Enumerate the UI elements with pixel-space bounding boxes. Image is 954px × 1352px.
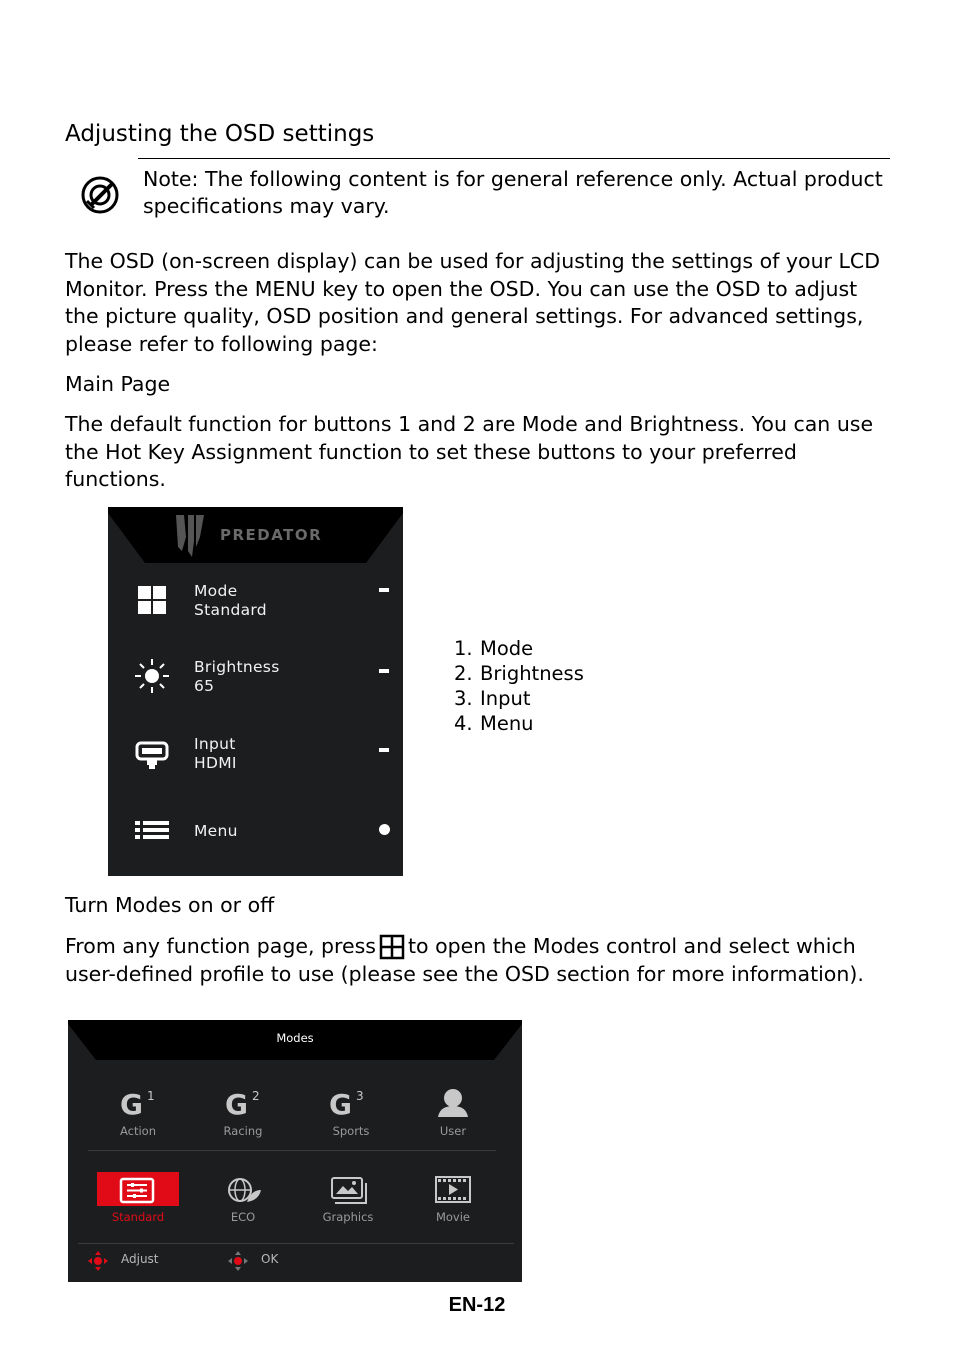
mode-user[interactable] <box>411 1082 495 1142</box>
osd-mode-label: Mode <box>194 582 238 600</box>
g3-icon <box>309 1086 393 1120</box>
osd-brightness-value: 65 <box>194 677 215 695</box>
mode-movie[interactable] <box>411 1168 495 1228</box>
mode-graphics[interactable] <box>306 1168 390 1228</box>
menu-icon <box>132 810 172 850</box>
ok-icon <box>227 1250 249 1272</box>
mode-icon <box>132 580 172 620</box>
osd-menu-dot <box>379 824 390 835</box>
modes-separator <box>88 1150 496 1151</box>
osd-row-menu[interactable] <box>108 800 403 860</box>
list-item: 4. Menu <box>454 712 534 735</box>
svg-text:2: 2 <box>252 1089 260 1103</box>
heading-rule <box>138 158 890 159</box>
note-text: Note: The following content is for general reference only. Actual product specifications may vary. <box>143 167 883 218</box>
mode-eco-label: ECO <box>230 1210 256 1224</box>
brightness-icon <box>132 656 172 696</box>
osd-header <box>108 507 403 563</box>
modes-key-icon <box>379 934 405 960</box>
section-heading: Adjusting the OSD settings <box>65 121 375 147</box>
svg-text:1: 1 <box>147 1089 155 1103</box>
eco-icon <box>201 1172 285 1206</box>
osd-main-menu <box>108 507 403 876</box>
footer-separator <box>78 1243 514 1244</box>
mode-racing[interactable] <box>201 1082 285 1142</box>
user-icon <box>411 1086 495 1120</box>
modes-title: Modes <box>276 1031 314 1045</box>
osd-mode-dash <box>379 588 389 592</box>
osd-mode-value: Standard <box>194 601 267 619</box>
list-item: 1. Mode <box>454 637 534 660</box>
mode-racing-label: Racing <box>223 1124 263 1138</box>
modes-panel <box>68 1020 522 1282</box>
osd-row-mode[interactable] <box>108 570 403 630</box>
list-item: 3. Input <box>454 687 531 710</box>
input-icon <box>132 733 172 773</box>
footer-ok: OK <box>261 1252 279 1266</box>
osd-input-dash <box>379 748 389 752</box>
svg-text:3: 3 <box>356 1089 364 1103</box>
osd-brightness-dash <box>379 669 389 673</box>
g1-icon <box>96 1086 180 1120</box>
svg-text:G: G <box>225 1088 248 1120</box>
mode-sports[interactable] <box>309 1082 393 1142</box>
main-page-paragraph: The default function for buttons 1 and 2 are Mode and Brightness. You can use the Hot Key Assignment function to set these buttons to your preferred functions. <box>65 412 874 491</box>
main-page-heading: Main Page <box>65 372 171 396</box>
mode-user-label: User <box>439 1124 467 1138</box>
osd-brand: PREDATOR <box>220 526 323 544</box>
osd-row-brightness[interactable] <box>108 646 403 706</box>
mode-graphics-label: Graphics <box>322 1210 374 1224</box>
mode-action-label: Action <box>119 1124 157 1138</box>
osd-menu-label: Menu <box>194 822 238 840</box>
modes-paragraph: From any function page, press to open the Modes control and select which user-defined profile to use (please see the OSD section for more information). <box>65 934 864 986</box>
osd-input-label: Input <box>194 735 236 753</box>
mode-action[interactable] <box>96 1082 180 1142</box>
list-item: 2. Brightness <box>454 662 584 685</box>
modes-heading: Turn Modes on or off <box>65 893 275 917</box>
mode-standard-label: Standard <box>111 1210 165 1224</box>
movie-icon <box>411 1172 495 1206</box>
graphics-icon <box>306 1172 390 1206</box>
mode-movie-label: Movie <box>435 1210 471 1224</box>
g2-icon <box>201 1086 285 1120</box>
adjust-icon <box>87 1250 109 1272</box>
note-icon <box>79 174 121 216</box>
mode-standard[interactable] <box>96 1168 180 1228</box>
standard-icon <box>96 1172 180 1206</box>
page-number: EN-12 <box>448 1294 506 1316</box>
intro-paragraph: The OSD (on-screen display) can be used for adjusting the settings of your LCD Monitor. Press the MENU key to open the OSD. You can use the OSD to adjust the picture quality, OSD position and general settings. For advanced settings, please refer to following page: <box>65 249 881 356</box>
osd-brightness-label: Brightness <box>194 658 280 676</box>
button-legend <box>454 636 584 736</box>
footer-adjust: Adjust <box>121 1252 159 1266</box>
mode-sports-label: Sports <box>332 1124 370 1138</box>
osd-input-value: HDMI <box>194 754 237 772</box>
svg-text:G: G <box>120 1088 143 1120</box>
mode-eco[interactable] <box>201 1168 285 1228</box>
osd-row-input[interactable] <box>108 723 403 783</box>
svg-text:G: G <box>329 1088 352 1120</box>
